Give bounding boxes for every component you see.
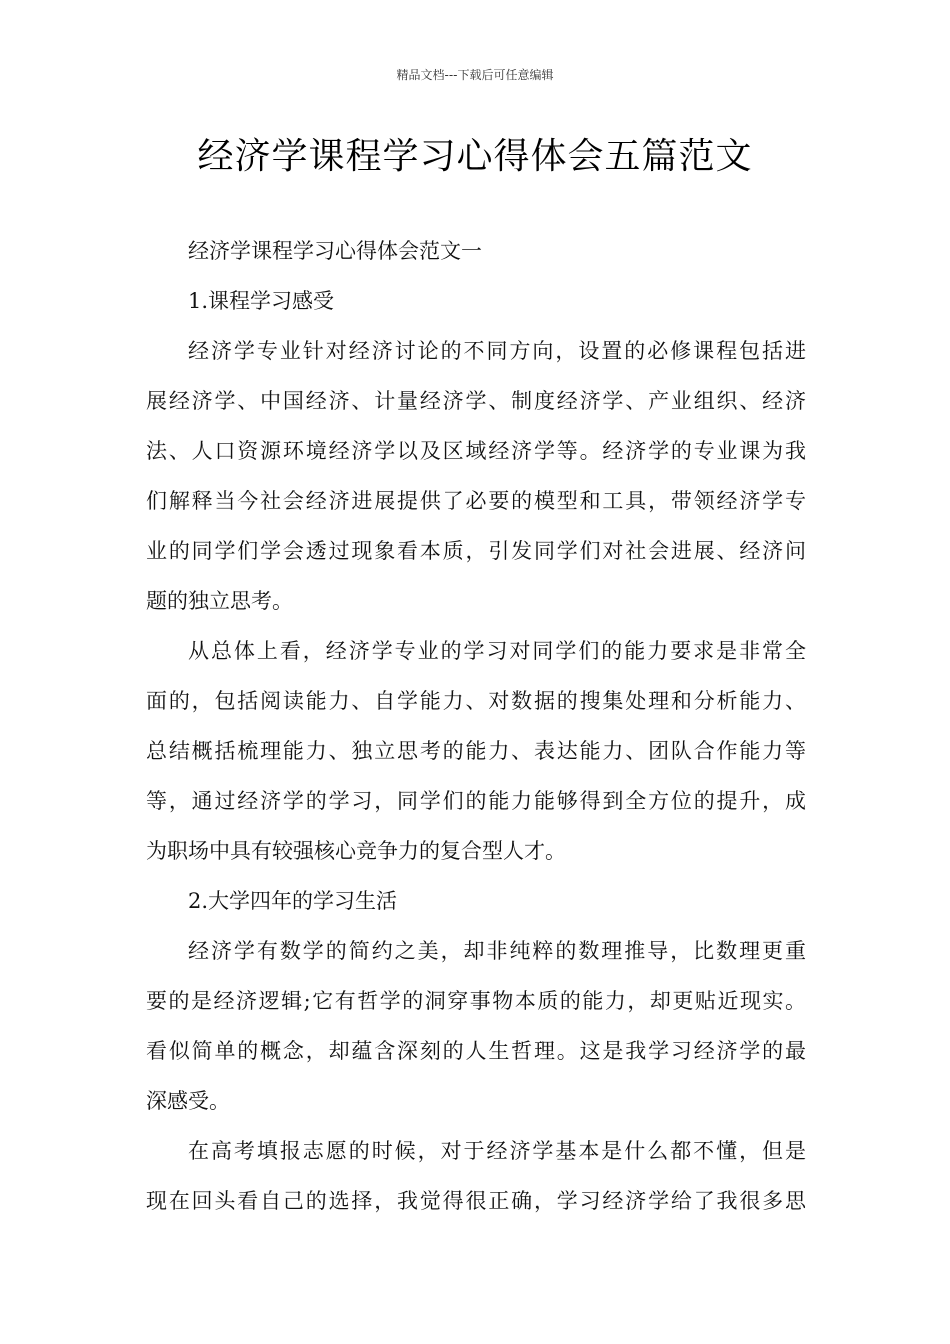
paragraph-economics-beauty — [146, 926, 806, 1126]
text-line: 2.大学四年的学习生活 — [188, 889, 398, 913]
text-line: 经济学有数学的简约之美，却非纯粹的数理推导，比数理更重 — [188, 939, 806, 963]
text-line: 们解释当今社会经济进展提供了必要的模型和工具，带领经济学专 — [146, 489, 806, 513]
text-line: 在高考填报志愿的时候，对于经济学基本是什么都不懂，但是 — [188, 1139, 806, 1163]
paragraph-ability-requirements — [146, 626, 806, 876]
document-title: 经济学课程学习心得体会五篇范文 — [197, 136, 753, 177]
subheading-course-feelings — [146, 276, 806, 326]
text-line: 要的是经济逻辑;它有哲学的洞穿事物本质的能力，却更贴近现实。 — [146, 989, 806, 1013]
text-line: 等，通过经济学的学习，同学们的能力能够得到全方位的提升，成 — [146, 789, 806, 813]
text-line: 经济学专业针对经济讨论的不同方向，设置的必修课程包括进 — [188, 339, 806, 363]
text-line: 看似简单的概念，却蕴含深刻的人生哲理。这是我学习经济学的最 — [146, 1039, 806, 1063]
text-line: 现在回头看自己的选择，我觉得很正确，学习经济学给了我很多思 — [146, 1189, 806, 1213]
document-body — [146, 226, 806, 1226]
text-line: 法、人口资源环境经济学以及区域经济学等。经济学的专业课为我 — [146, 439, 806, 463]
text-line: 面的，包括阅读能力、自学能力、对数据的搜集处理和分析能力、 — [146, 689, 806, 713]
text-line: 从总体上看，经济学专业的学习对同学们的能力要求是非常全 — [188, 639, 806, 663]
text-line: 总结概括梳理能力、独立思考的能力、表达能力、团队合作能力等 — [146, 739, 806, 763]
section-heading-essay-1 — [146, 226, 806, 276]
text-line: 经济学课程学习心得体会范文一 — [188, 239, 482, 263]
text-line: 展经济学、中国经济、计量经济学、制度经济学、产业组织、经济 — [146, 389, 806, 413]
paragraph-required-courses — [146, 326, 806, 626]
text-line: 深感受。 — [146, 1089, 230, 1113]
paragraph-college-choice — [146, 1126, 806, 1226]
text-line: 为职场中具有较强核心竞争力的复合型人才。 — [146, 839, 566, 863]
text-line: 1.课程学习感受 — [188, 289, 335, 313]
text-line: 题的独立思考。 — [146, 589, 293, 613]
page-header-note: 精品文档---下载后可任意编辑 — [396, 68, 554, 82]
text-line: 业的同学们学会透过现象看本质，引发同学们对社会进展、经济问 — [146, 539, 806, 563]
subheading-four-years — [146, 876, 806, 926]
